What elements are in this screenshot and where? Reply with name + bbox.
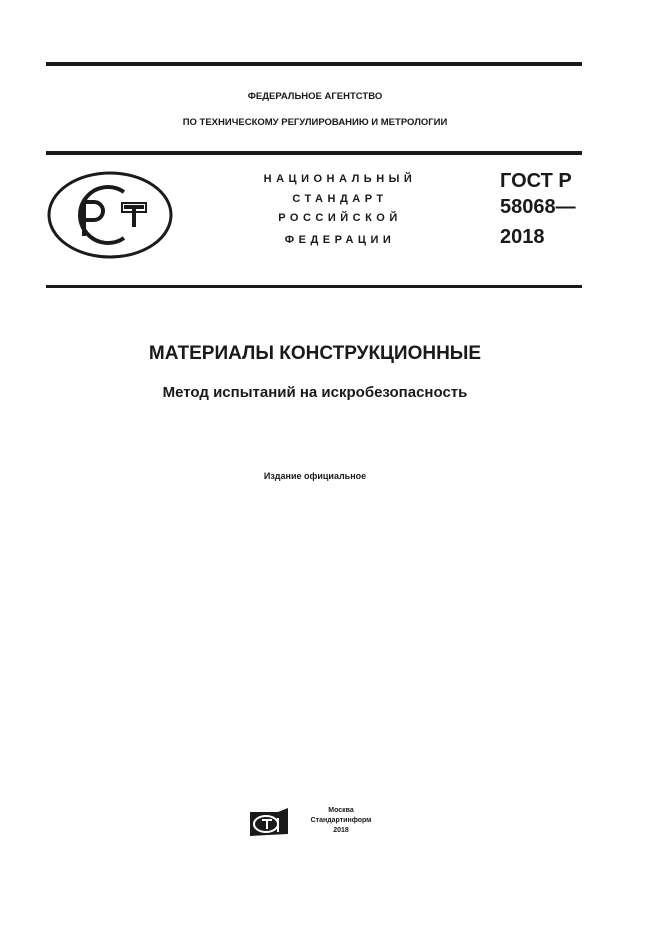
- agency-line-1: ФЕДЕРАЛЬНОЕ АГЕНТСТВО: [247, 91, 383, 102]
- publisher-city: Москва: [328, 807, 354, 814]
- publisher-year: 2018: [333, 827, 349, 834]
- edition-label: Издание официальное: [263, 471, 367, 481]
- top-rule: [46, 62, 582, 66]
- national-standard-line-1: НАЦИОНАЛЬНЫЙ: [263, 173, 417, 185]
- national-standard-line-4: ФЕДЕРАЦИИ: [284, 234, 396, 246]
- publisher-logo: [248, 806, 290, 838]
- document-subtitle: Метод испытаний на искробезопасность: [162, 384, 468, 401]
- header-rule: [46, 151, 582, 155]
- gost-label: ГОСТ Р: [500, 170, 572, 192]
- publisher-name: Стандартинформ: [310, 817, 372, 824]
- gost-year: 2018: [500, 226, 545, 248]
- gost-number: 58068—: [500, 196, 576, 218]
- rst-logo: [46, 170, 174, 260]
- block-rule: [46, 285, 582, 288]
- national-standard-line-2: СТАНДАРТ: [292, 193, 388, 205]
- document-title: МАТЕРИАЛЫ КОНСТРУКЦИОННЫЕ: [148, 343, 482, 364]
- national-standard-line-3: РОССИЙСКОЙ: [278, 212, 402, 224]
- agency-line-2: ПО ТЕХНИЧЕСКОМУ РЕГУЛИРОВАНИЮ И МЕТРОЛОГИИ: [182, 117, 448, 128]
